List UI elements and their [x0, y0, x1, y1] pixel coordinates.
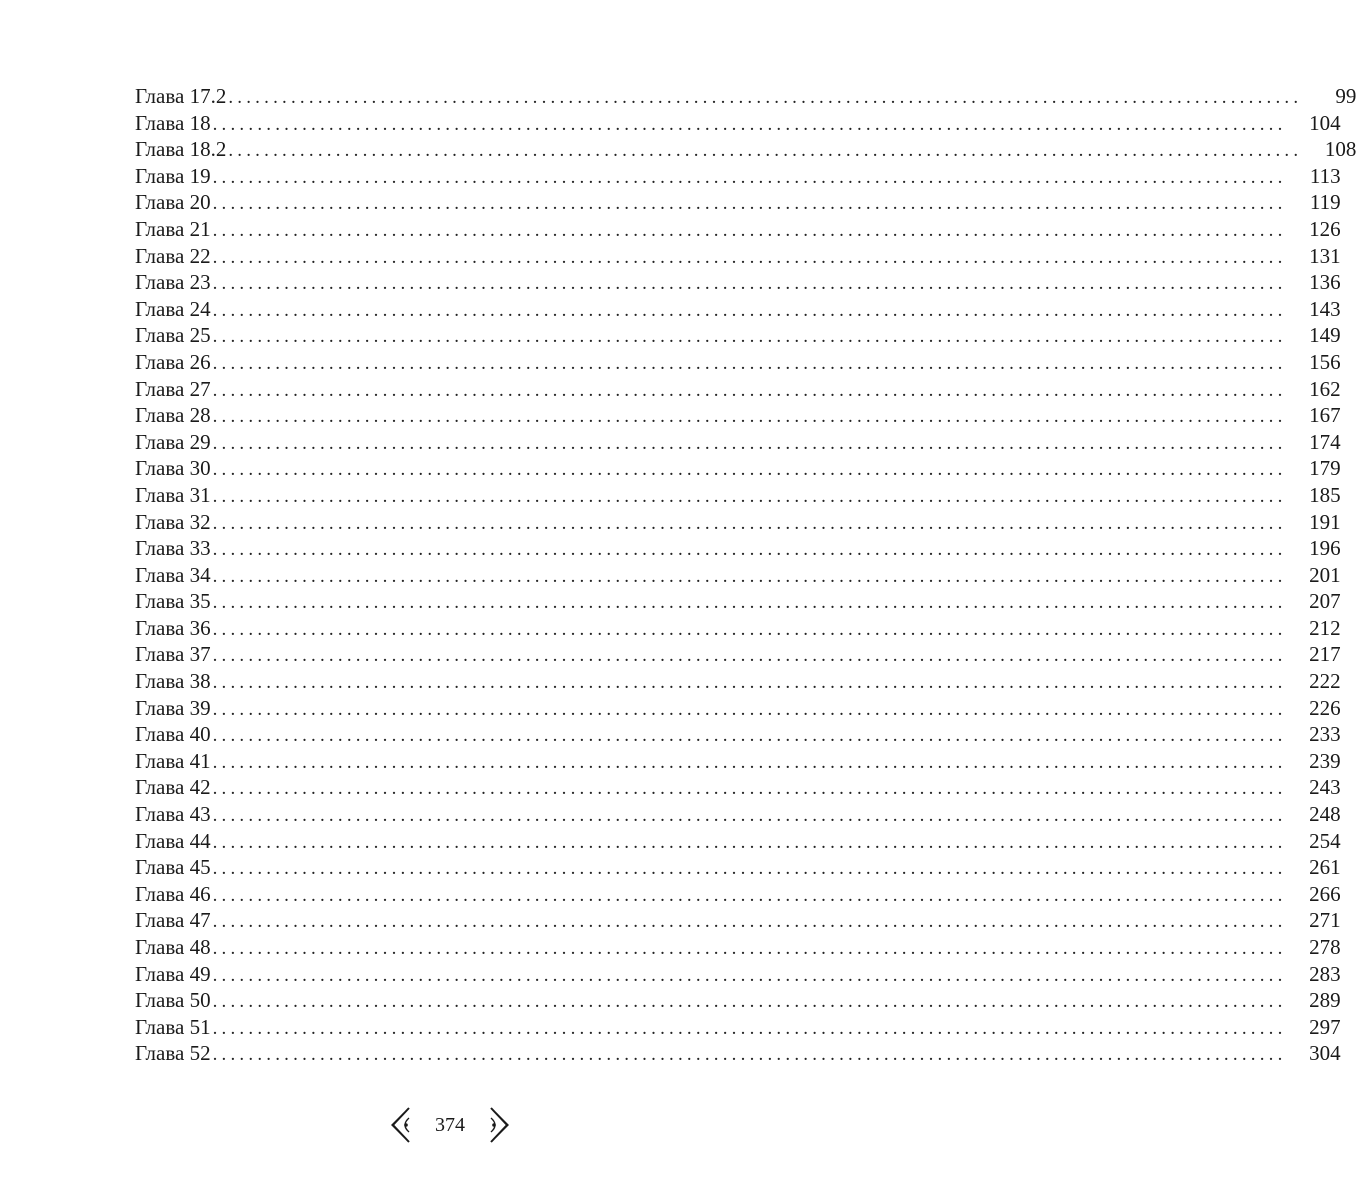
dot-leader: ........................................................................................................................: [212, 831, 1287, 853]
toc-entry-title: Глава 33: [135, 536, 211, 561]
toc-entry-page: 113: [1309, 163, 1341, 188]
toc-entry-page: 179: [1309, 456, 1341, 481]
dot-leader: ........................................................................................................................: [212, 592, 1287, 614]
toc-entry: [135, 349, 1341, 376]
toc-entry: [135, 748, 1341, 775]
toc-entry-page: 196: [1309, 536, 1341, 561]
dot-leader: ........................................................................................................................: [212, 645, 1287, 667]
toc-entry: [135, 801, 1341, 828]
dot-leader: ........................................................................................................................: [212, 432, 1287, 454]
toc-entry-title: Глава 52: [135, 1041, 211, 1066]
toc-entry-page: 99: [1335, 84, 1356, 108]
toc-entry: [135, 376, 1341, 403]
toc-entry-title: Глава 40: [135, 722, 211, 747]
toc-entry-title: Глава 34: [135, 562, 211, 587]
toc-entry-page: 143: [1309, 296, 1341, 321]
dot-leader: ........................................................................................................................: [212, 618, 1287, 640]
toc-entry-title: Глава 39: [135, 695, 211, 720]
dot-leader: ........................................................................................................................: [212, 219, 1287, 241]
toc-entry-page: 185: [1309, 482, 1341, 507]
toc-entry: [135, 641, 1341, 668]
toc-entry: [135, 535, 1341, 562]
toc-entry: [135, 83, 1356, 110]
toc-entry: [135, 322, 1341, 349]
toc-entry-title: Глава 30: [135, 456, 211, 481]
toc-entry-page: 271: [1309, 908, 1341, 933]
toc-entry: [135, 1040, 1341, 1067]
toc-entry-page: 191: [1309, 509, 1341, 534]
toc-entry-page: 126: [1309, 216, 1341, 241]
dot-leader: ........................................................................................................................: [212, 884, 1287, 906]
toc-entry-page: 207: [1309, 589, 1341, 614]
toc-entry: [135, 429, 1341, 456]
toc-entry-title: Глава 19: [135, 163, 211, 188]
toc-entry-title: Глава 18: [135, 110, 211, 135]
toc-entry: [135, 402, 1341, 429]
dot-leader: ........................................................................................................................: [212, 1017, 1287, 1039]
toc-entry-page: 136: [1309, 270, 1341, 295]
dot-leader: ........................................................................................................................: [212, 964, 1287, 986]
toc-entry-page: 156: [1309, 349, 1341, 374]
dot-leader: ........................................................................................................................: [212, 565, 1287, 587]
dot-leader: ........................................................................................................................: [212, 751, 1287, 773]
toc-entry: [135, 854, 1341, 881]
toc-entry-title: Глава 28: [135, 403, 211, 428]
toc-entry-title: Глава 25: [135, 323, 211, 348]
toc-entry-page: 239: [1309, 748, 1341, 773]
toc-entry: [135, 296, 1341, 323]
toc-entry-page: 289: [1309, 988, 1341, 1013]
toc-entry: [135, 163, 1341, 190]
toc-entry: [135, 695, 1341, 722]
toc-entry-page: 174: [1309, 429, 1341, 454]
toc-entry-title: Глава 41: [135, 748, 211, 773]
dot-leader: ........................................................................................................................: [212, 1044, 1287, 1066]
toc-entry: [135, 615, 1341, 642]
dot-leader: ........................................................................................................................: [212, 326, 1287, 348]
dot-leader: ........................................................................................................................: [212, 379, 1287, 401]
toc-entry: [135, 562, 1341, 589]
toc-entry-title: Глава 46: [135, 881, 211, 906]
toc-entry-title: Глава 42: [135, 775, 211, 800]
dot-leader: ........................................................................................................................: [228, 87, 1303, 108]
toc-entry: [135, 189, 1341, 216]
toc-entry-title: Глава 44: [135, 828, 211, 853]
dot-leader: ........................................................................................................................: [212, 539, 1287, 561]
toc-entry-title: Глава 50: [135, 988, 211, 1013]
toc-entry-title: Глава 24: [135, 296, 211, 321]
toc-entry-page: 104: [1309, 110, 1341, 135]
toc-entry: [135, 1014, 1341, 1041]
dot-leader: ........................................................................................................................: [212, 512, 1287, 534]
toc-entry-title: Глава 17.2: [135, 84, 227, 108]
dot-leader: ........................................................................................................................: [212, 299, 1287, 321]
toc-entry-page: 233: [1309, 722, 1341, 747]
toc-entry-page: 167: [1309, 403, 1341, 428]
toc-entry: [135, 961, 1341, 988]
dot-leader: ........................................................................................................................: [212, 911, 1287, 933]
toc-entry-page: 304: [1309, 1041, 1341, 1066]
dot-leader: ........................................................................................................................: [212, 991, 1287, 1013]
dot-leader: ........................................................................................................................: [212, 246, 1287, 268]
toc-entry-page: 201: [1309, 562, 1341, 587]
toc-entry-title: Глава 37: [135, 642, 211, 667]
dot-leader: ........................................................................................................................: [212, 485, 1287, 507]
toc-entry-title: Глава 21: [135, 216, 211, 241]
toc-entry-title: Глава 36: [135, 615, 211, 640]
toc-entry: [135, 774, 1341, 801]
toc-entry-page: 266: [1309, 881, 1341, 906]
toc-entry-title: Глава 20: [135, 190, 211, 215]
toc-entry: [135, 907, 1341, 934]
toc-entry-page: 261: [1309, 855, 1341, 880]
toc-entry: [135, 216, 1341, 243]
toc-entry: [135, 136, 1356, 163]
toc-entry-page: 226: [1309, 695, 1341, 720]
dot-leader: ........................................................................................................................: [212, 938, 1287, 959]
dot-leader: ........................................................................................................................: [212, 672, 1287, 694]
dot-leader: ........................................................................................................................: [212, 406, 1287, 428]
toc-entry: [135, 509, 1341, 536]
toc-entry-page: 162: [1309, 376, 1341, 401]
toc-entry-title: Глава 38: [135, 669, 211, 694]
toc-entry-title: Глава 18.2: [135, 137, 227, 162]
toc-entry-title: Глава 26: [135, 349, 211, 374]
toc-entry-page: 278: [1309, 935, 1341, 959]
toc-entry-title: Глава 31: [135, 482, 211, 507]
toc-entry: [135, 455, 1341, 482]
toc-entry-page: 131: [1309, 243, 1341, 268]
toc-entry-title: Глава 43: [135, 802, 211, 827]
toc-entry: [135, 721, 1341, 748]
toc-entry-page: 108: [1324, 137, 1356, 162]
toc-entry-title: Глава 32: [135, 509, 211, 534]
toc-entry-title: Глава 35: [135, 589, 211, 614]
toc-entry-page: 254: [1309, 828, 1341, 853]
toc-entry-page: 248: [1309, 802, 1341, 827]
dot-leader: ........................................................................................................................: [212, 805, 1287, 827]
dot-leader: ........................................................................................................................: [228, 140, 1303, 162]
dot-leader: ........................................................................................................................: [212, 352, 1287, 374]
dot-leader: ........................................................................................................................: [212, 778, 1287, 800]
toc-entry-title: Глава 45: [135, 855, 211, 880]
dot-leader: ........................................................................................................................: [212, 113, 1287, 135]
toc-entry: [135, 482, 1341, 509]
toc-entry-title: Глава 27: [135, 376, 211, 401]
toc-entry: [135, 668, 1341, 695]
toc-entry: [135, 243, 1341, 270]
toc-entry-title: Глава 23: [135, 270, 211, 295]
toc-entry: [135, 588, 1341, 615]
toc-entry-title: Глава 48: [135, 935, 211, 959]
table-of-contents: [135, 83, 1356, 1067]
toc-entry-title: Глава 51: [135, 1014, 211, 1039]
page-footer: [0, 1105, 900, 1145]
toc-entry-title: Глава 22: [135, 243, 211, 268]
toc-entry-page: 222: [1309, 669, 1341, 694]
ornament-right-icon: [487, 1105, 513, 1145]
dot-leader: ........................................................................................................................: [212, 698, 1287, 720]
dot-leader: ........................................................................................................................: [212, 725, 1287, 747]
toc-entry: [135, 269, 1341, 296]
toc-entry: [135, 110, 1341, 137]
toc-entry-title: Глава 49: [135, 961, 211, 986]
page-number: 374: [435, 1113, 465, 1136]
dot-leader: ........................................................................................................................: [212, 459, 1287, 481]
dot-leader: ........................................................................................................................: [212, 166, 1287, 188]
toc-entry: [135, 828, 1341, 855]
toc-entry: [135, 987, 1341, 1014]
toc-entry-page: 283: [1309, 961, 1341, 986]
toc-entry-page: 217: [1309, 642, 1341, 667]
toc-entry-title: Глава 47: [135, 908, 211, 933]
toc-entry: [135, 881, 1341, 908]
toc-entry-page: 212: [1309, 615, 1341, 640]
toc-entry-title: Глава 29: [135, 429, 211, 454]
toc-entry-page: 243: [1309, 775, 1341, 800]
dot-leader: ........................................................................................................................: [212, 858, 1287, 880]
ornament-left-icon: [387, 1105, 413, 1145]
toc-entry-page: 297: [1309, 1014, 1341, 1039]
toc-entry-page: 119: [1309, 190, 1341, 215]
toc-entry: [135, 934, 1341, 961]
dot-leader: ........................................................................................................................: [212, 193, 1287, 215]
toc-entry-page: 149: [1309, 323, 1341, 348]
dot-leader: ........................................................................................................................: [212, 273, 1287, 295]
